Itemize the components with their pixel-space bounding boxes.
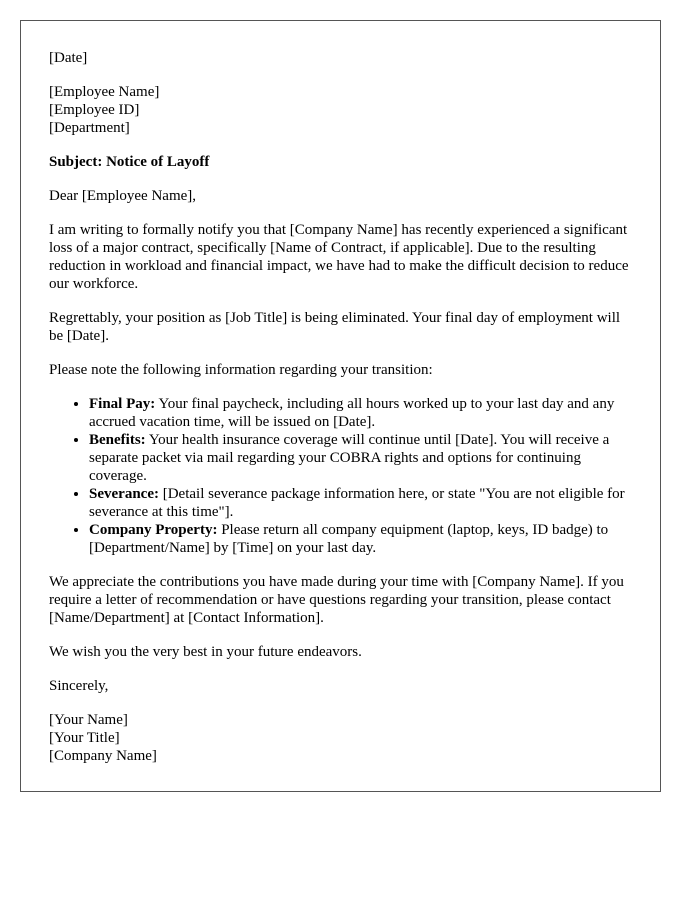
body-paragraph: Regrettably, your position as [Job Title] is being eliminated. Your final day of employment will be [Date].	[49, 310, 621, 344]
body-paragraph: Please note the following information regarding your transition:	[49, 362, 433, 378]
sender-title: [Your Title]	[49, 730, 120, 746]
body-paragraph: I am writing to formally notify you that [Company Name] has recently experienced a significant loss of a major contract, specifically [Name of Contract, if applicable]. Due to the resulting reduction in workload and financial impact, we have had to make the difficult decision to reduce our workforce.	[49, 222, 629, 292]
list-item	[89, 521, 632, 557]
sender-block	[49, 711, 632, 765]
item-text: Your health insurance coverage will continue until [Date]. You will receive a separate packet via mail regarding your COBRA rights and options for continuing coverage.	[89, 432, 610, 484]
list-item	[89, 431, 632, 485]
closing-paragraph: We appreciate the contributions you have made during your time with [Company Name]. If you require a letter of recommendation or have questions regarding your transition, please contact [Name/Department] at [Contact Information].	[49, 574, 624, 626]
item-label: Benefits:	[89, 432, 146, 448]
item-text: Please return all company equipment (laptop, keys, ID badge) to [Department/Name] by [Time] on your last day.	[89, 522, 609, 556]
item-label: Company Property:	[89, 522, 218, 538]
sender-name: [Your Name]	[49, 712, 128, 728]
closing-paragraph: We wish you the very best in your future endeavors.	[49, 644, 362, 660]
list-item	[89, 485, 632, 521]
signoff: Sincerely,	[49, 678, 109, 694]
letter-subject: Subject: Notice of Layoff	[49, 154, 210, 170]
list-item	[89, 395, 632, 431]
layoff-letter	[20, 20, 661, 792]
item-label: Final Pay:	[89, 396, 156, 412]
recipient-name: [Employee Name]	[49, 84, 160, 100]
item-text: [Detail severance package information here, or state "You are not eligible for severance at this time"].	[89, 486, 625, 520]
recipient-department: [Department]	[49, 120, 130, 136]
recipient-block	[49, 83, 632, 137]
salutation: Dear [Employee Name],	[49, 188, 197, 204]
transition-info-list	[49, 395, 632, 557]
sender-company: [Company Name]	[49, 748, 157, 764]
recipient-id: [Employee ID]	[49, 102, 140, 118]
item-text: Your final paycheck, including all hours worked up to your last day and any accrued vacation time, will be issued on [Date].	[89, 396, 615, 430]
item-label: Severance:	[89, 486, 159, 502]
letter-date: [Date]	[49, 50, 88, 66]
